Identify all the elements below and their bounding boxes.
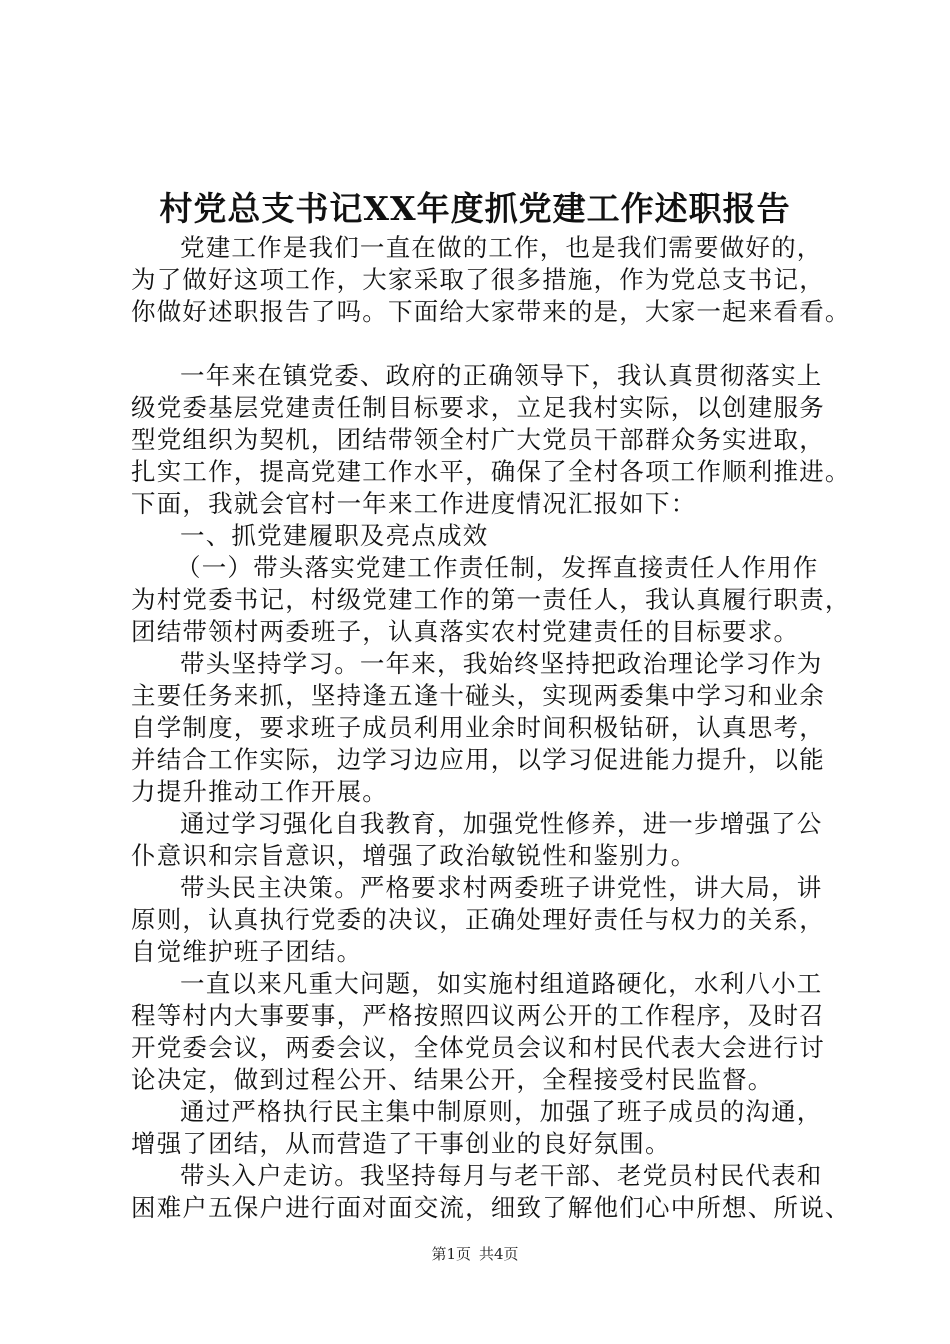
text-line: 你做好述职报告了吗。下面给大家带来的是，大家一起来看看。 [131,297,851,326]
text-line: （一）带头落实党建工作责任制，发挥直接责任人作用作 [176,553,819,582]
text-line: 程等村内大事要事，严格按照四议两公开的工作程序，及时召 [131,1001,825,1030]
text-line: 为村党委书记，村级党建工作的第一责任人，我认真履行职责， [131,585,851,614]
text-line: 一年来在镇党委、政府的正确领导下，我认真贯彻落实上 [180,361,823,390]
page-footer [0,1244,950,1264]
text-line: 力提升推动工作开展。 [131,777,388,806]
text-line: 团结带领村两委班子，认真落实农村党建责任的目标要求。 [131,617,800,646]
text-line: 带头坚持学习。一年来，我始终坚持把政治理论学习作为 [180,649,823,678]
text-line: 级党委基层党建责任制目标要求，立足我村实际，以创建服务 [131,393,825,422]
text-line: 原则，认真执行党委的决议，正确处理好责任与权力的关系， [131,905,825,934]
text-line: 开党委会议，两委会议，全体党员会议和村民代表大会进行讨 [131,1033,825,1062]
text-line: 主要任务来抓，坚持逢五逢十碰头，实现两委集中学习和业余 [131,681,825,710]
text-line: 下面，我就会官村一年来工作进度情况汇报如下： [131,489,697,518]
page-number: 第1页 [431,1245,471,1263]
text-line: 带头入户走访。我坚持每月与老干部、老党员村民代表和 [180,1161,823,1190]
text-line: 型党组织为契机，团结带领全村广大党员干部群众务实进取， [131,425,825,454]
text-line: 为了做好这项工作，大家采取了很多措施，作为党总支书记， [131,265,825,294]
text-line: 一直以来凡重大问题，如实施村组道路硬化，水利八小工 [180,969,823,998]
text-line: 论决定，做到过程公开、结果公开，全程接受村民监督。 [131,1065,774,1094]
document-title: 村党总支书记XX年度抓党建工作述职报告 [159,189,791,228]
text-line: 带头民主决策。严格要求村两委班子讲党性，讲大局，讲 [180,873,823,902]
text-line: 通过学习强化自我教育，加强党性修养，进一步增强了公 [180,809,823,838]
document-body [131,232,851,1224]
blank-line [131,328,851,360]
text-line: 通过严格执行民主集中制原则，加强了班子成员的沟通， [180,1097,823,1126]
text-line: 仆意识和宗旨意识，增强了政治敏锐性和鉴别力。 [131,841,697,870]
text-line: 自觉维护班子团结。 [131,937,363,966]
text-line: 扎实工作，提高党建工作水平，确保了全村各项工作顺利推进。 [131,457,851,486]
text-line: 增强了团结，从而营造了干事创业的良好氛围。 [131,1129,671,1158]
text-line: 一、抓党建履职及亮点成效 [180,521,489,550]
page-total: 共4页 [479,1245,519,1263]
text-line: 困难户五保户进行面对面交流，细致了解他们心中所想、所说、 [131,1193,851,1222]
text-line: 并结合工作实际，边学习边应用，以学习促进能力提升，以能 [131,745,825,774]
text-line: 党建工作是我们一直在做的工作，也是我们需要做好的， [180,233,823,262]
text-line: 自学制度，要求班子成员利用业余时间积极钻研，认真思考， [131,713,825,742]
